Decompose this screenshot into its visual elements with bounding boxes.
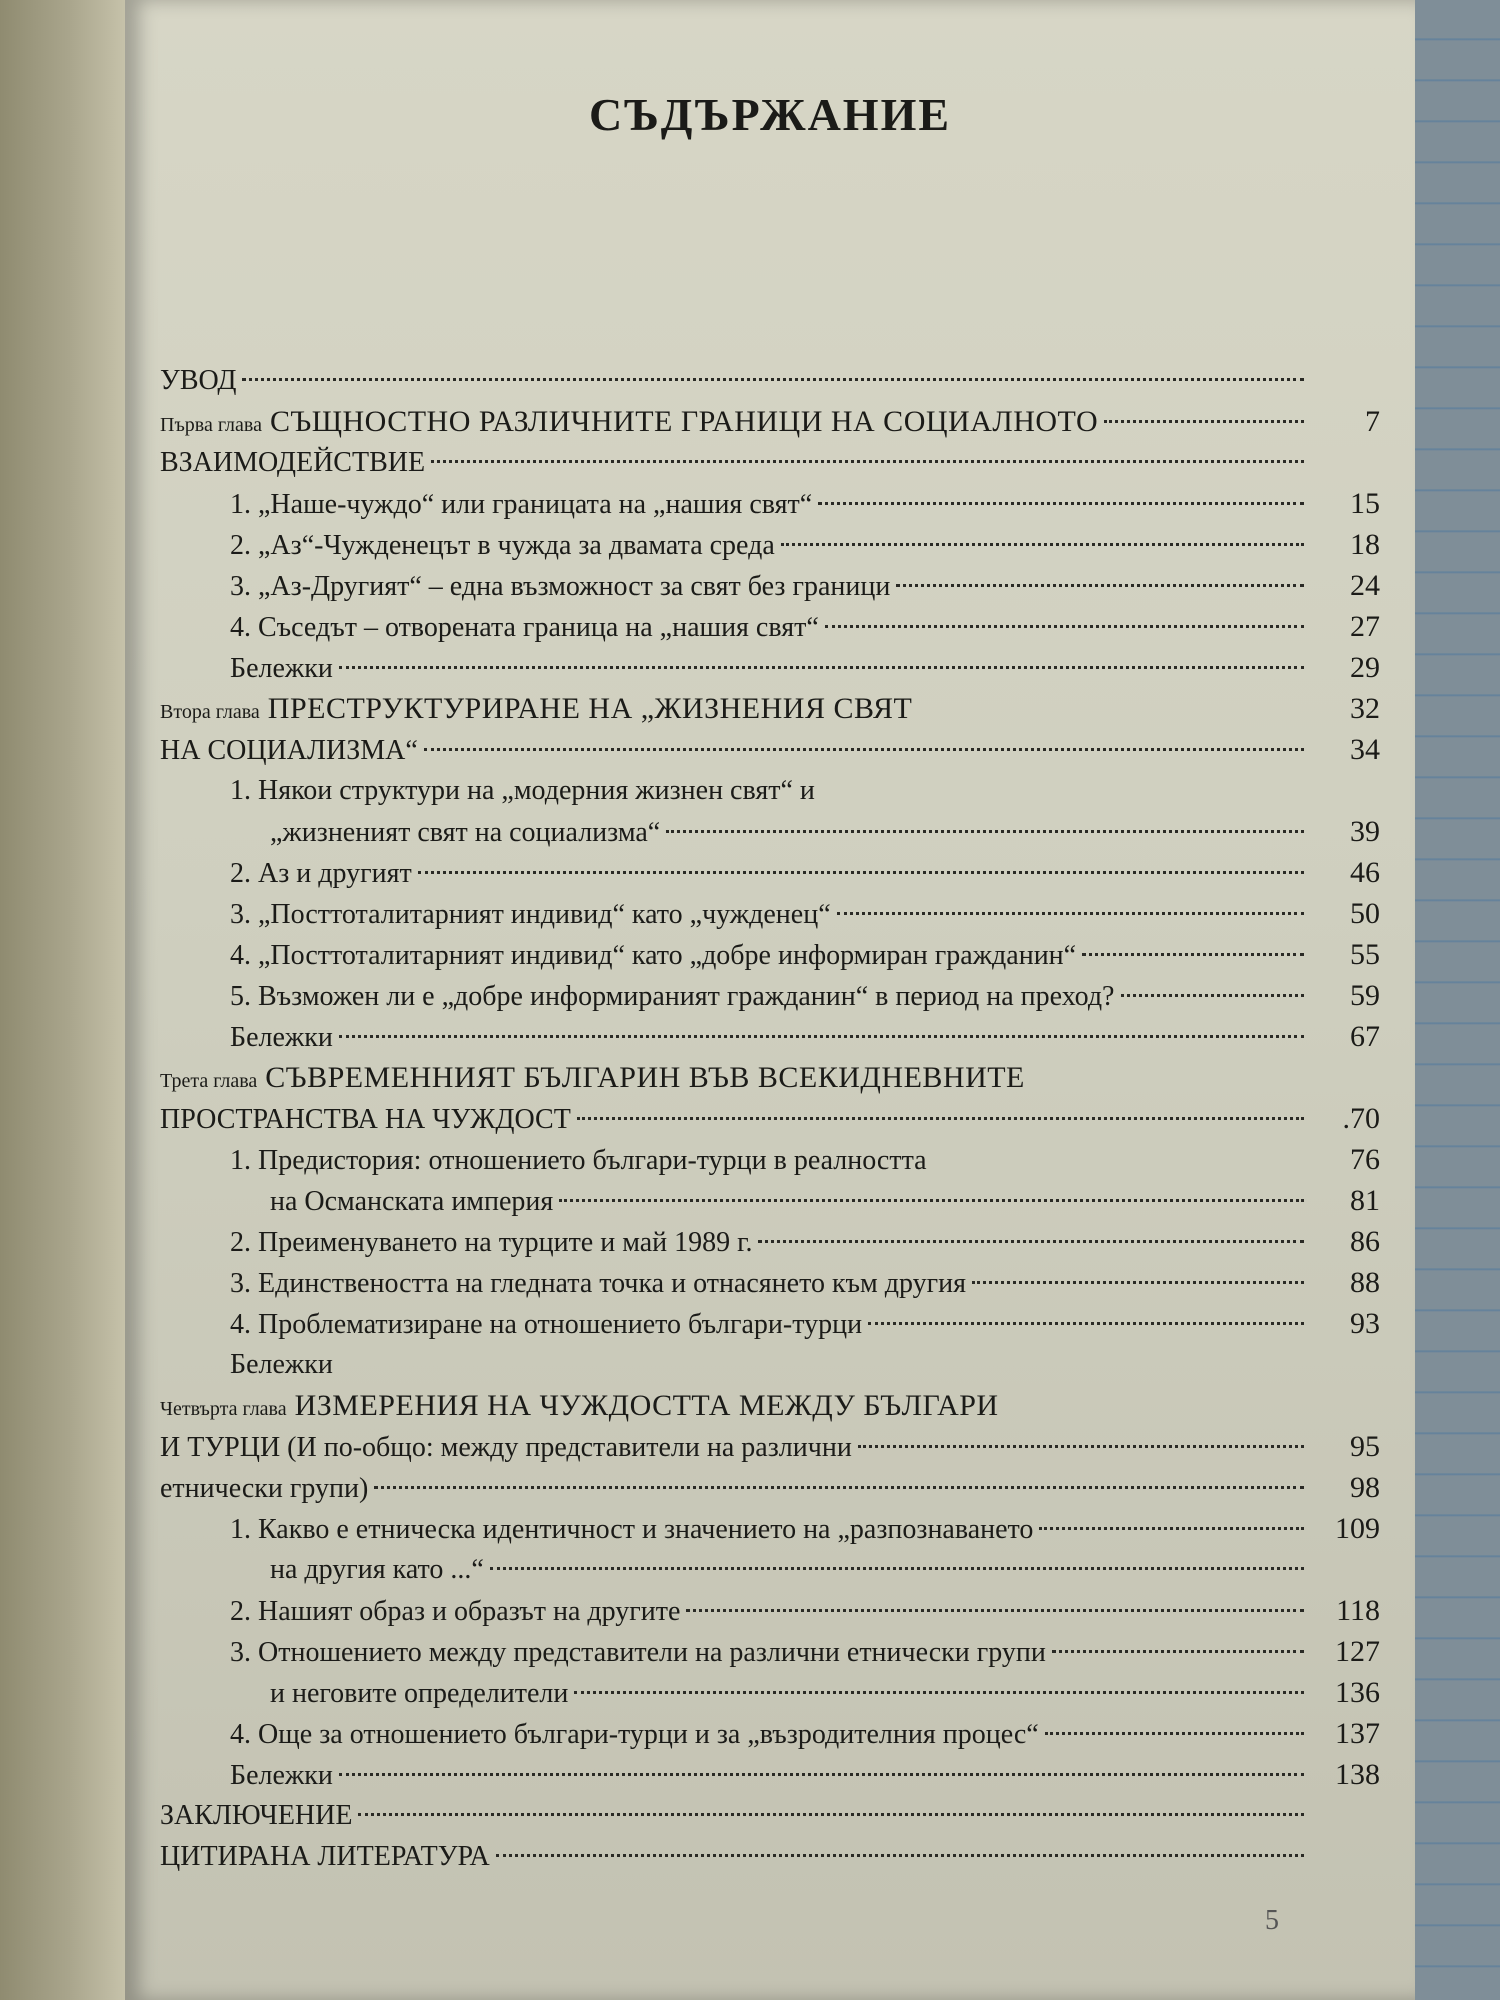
toc-page-number: 81 — [1350, 1184, 1380, 1217]
dot-leader — [418, 871, 1304, 874]
toc-chapter-row — [160, 688, 1380, 729]
dot-leader — [339, 1035, 1304, 1038]
toc-entry-text: НА СОЦИАЛИЗМА“ — [160, 735, 418, 766]
toc-entry-row — [160, 483, 1380, 524]
toc-page-number: 7 — [1365, 405, 1380, 438]
toc-entry-text: 5. Възможен ли е „добре информираният гражданин“ в период на преход? — [230, 981, 1115, 1012]
toc-entry-text: 4. Още за отношението българи-турци и за „възродителния процес“ — [230, 1719, 1039, 1750]
toc-page-number: .70 — [1342, 1102, 1380, 1135]
toc-page-number: 59 — [1350, 979, 1380, 1012]
toc-entry-row — [160, 647, 1380, 688]
dot-leader — [1045, 1732, 1304, 1735]
toc-entry-text: И ТУРЦИ (И по-общо: между представители на различни — [160, 1432, 852, 1463]
dot-leader — [1121, 994, 1305, 997]
toc-chapter-row — [160, 401, 1380, 442]
chapter-title: ИЗМЕРЕНИЯ НА ЧУЖДОСТТА МЕЖДУ БЪЛГАРИ — [294, 1389, 999, 1422]
toc-entry-text: 4. „Посттоталитарният индивид“ като „добре информиран гражданин“ — [230, 940, 1077, 971]
dot-leader — [1052, 1650, 1304, 1653]
toc-page-number: 46 — [1350, 856, 1380, 889]
toc-page-number: 15 — [1350, 487, 1380, 520]
toc-chapter-heading — [160, 401, 1098, 446]
toc-page-number: 39 — [1350, 815, 1380, 848]
toc-page-number: 86 — [1350, 1225, 1380, 1258]
book-page — [125, 0, 1415, 2000]
toc-entry-text: 3. Единствеността на гледната точка и отнасянето към другия — [230, 1268, 966, 1299]
toc-entry-row — [160, 1631, 1380, 1672]
toc-entry-row — [160, 1754, 1380, 1795]
toc-entry-text: „жизненият свят на социализма“ — [270, 817, 661, 848]
toc-page-number: 50 — [1350, 897, 1380, 930]
toc-entry-text: и неговите определители — [270, 1678, 569, 1709]
toc-entry-text: 4. Съседът – отворената граница на „нашия свят“ — [230, 612, 819, 643]
toc-page-number: 136 — [1335, 1676, 1380, 1709]
toc-page-number: 118 — [1336, 1594, 1380, 1627]
toc-page-number: 29 — [1350, 651, 1380, 684]
toc-entry-row — [160, 442, 1380, 483]
chapter-title: ПРЕСТРУКТУРИРАНЕ НА „ЖИЗНЕНИЯ СВЯТ — [267, 692, 913, 725]
toc-entry-text: на другия като ...“ — [270, 1554, 484, 1585]
toc-entry-row — [160, 1508, 1380, 1549]
toc-entry-row — [160, 770, 1380, 811]
toc-page-number: 67 — [1350, 1020, 1380, 1053]
toc-page-number: 32 — [1350, 692, 1380, 725]
toc-chapter-heading — [160, 688, 912, 733]
toc-entry-row — [160, 1795, 1380, 1836]
toc-page-number: 76 — [1350, 1143, 1380, 1176]
toc-entry-row — [160, 1303, 1380, 1344]
chapter-label: Четвърта глава — [160, 1398, 287, 1420]
dot-leader — [374, 1486, 1304, 1489]
toc-chapter-heading — [160, 1385, 999, 1430]
toc-entry-row — [160, 1139, 1380, 1180]
toc-page-number: 34 — [1350, 733, 1380, 766]
dot-leader — [358, 1813, 1304, 1816]
toc-entry-row — [160, 606, 1380, 647]
toc-entry-text: 2. Аз и другият — [230, 858, 412, 889]
toc-entry-text: 1. Предистория: отношението българи-турци в реалността — [230, 1145, 927, 1176]
toc-entry-row — [160, 1262, 1380, 1303]
toc-page-number: 109 — [1335, 1512, 1380, 1545]
chapter-label: Втора глава — [160, 701, 260, 723]
toc-entry-row — [160, 1467, 1380, 1508]
toc-entry-text: етнически групи) — [160, 1473, 369, 1504]
dot-leader — [972, 1281, 1304, 1284]
toc-entry-text: 3. Отношението между представители на различни етнически групи — [230, 1637, 1046, 1668]
dot-leader — [868, 1322, 1304, 1325]
toc-entry-row — [160, 852, 1380, 893]
toc-page-number: 27 — [1350, 610, 1380, 643]
toc-entry-row — [160, 1836, 1380, 1877]
toc-entry-row — [160, 1344, 1380, 1385]
toc-entry-row — [160, 360, 1380, 401]
toc-entry-row — [160, 1672, 1380, 1713]
toc-entry-text: Бележки — [230, 653, 333, 684]
toc-page-number: 93 — [1350, 1307, 1380, 1340]
toc-entry-text: 1. „Наше-чуждо“ или границата на „нашия свят“ — [230, 489, 813, 520]
toc-entry-row — [160, 1016, 1380, 1057]
book-gutter — [0, 0, 125, 2000]
dot-leader — [781, 543, 1304, 546]
toc-entry-row — [160, 893, 1380, 934]
dot-leader — [825, 625, 1304, 628]
chapter-title: СЪЩНОСТНО РАЗЛИЧНИТЕ ГРАНИЦИ НА СОЦИАЛНОТО — [269, 405, 1099, 438]
toc-chapter-heading — [160, 1057, 1025, 1102]
toc-entry-row — [160, 565, 1380, 606]
toc-page-number: 88 — [1350, 1266, 1380, 1299]
toc-entry-row — [160, 1713, 1380, 1754]
dot-leader — [490, 1567, 1304, 1570]
dot-leader — [577, 1117, 1304, 1120]
dot-leader — [858, 1445, 1304, 1448]
dot-leader — [1039, 1527, 1304, 1530]
toc-chapter-row — [160, 1057, 1380, 1098]
chapter-label: Първа глава — [160, 414, 262, 436]
toc-entry-row — [160, 524, 1380, 565]
dot-leader — [574, 1691, 1304, 1694]
dot-leader — [559, 1199, 1304, 1202]
toc-entry-row — [160, 1221, 1380, 1262]
toc-entry-row — [160, 1426, 1380, 1467]
toc-entry-text: Бележки — [230, 1760, 333, 1791]
dot-leader — [837, 912, 1304, 915]
toc-entry-row — [160, 975, 1380, 1016]
toc-entry-text: Бележки — [230, 1022, 333, 1053]
dot-leader — [339, 666, 1304, 669]
toc-entry-text: ПРОСТРАНСТВА НА ЧУЖДОСТ — [160, 1104, 571, 1135]
toc-entry-text: ЦИТИРАНА ЛИТЕРАТУРА — [160, 1841, 490, 1872]
toc-entry-text: 2. „Аз“-Чужденецът в чужда за двамата среда — [230, 530, 775, 561]
dot-leader — [666, 830, 1304, 833]
toc-page-number: 24 — [1350, 569, 1380, 602]
toc-entry-text: 3. „Аз-Другият“ – една възможност за свят без граници — [230, 571, 891, 602]
dot-leader — [1104, 420, 1304, 423]
toc-entry-row — [160, 811, 1380, 852]
toc-entry-row — [160, 934, 1380, 975]
toc-entry-text: 1. Какво е етническа идентичност и значението на „разпознаването — [230, 1514, 1034, 1545]
dot-leader — [242, 378, 1304, 381]
toc-page-number: 18 — [1350, 528, 1380, 561]
notebook-edge — [1415, 0, 1500, 2000]
dot-leader — [896, 584, 1304, 587]
toc-page-number: 98 — [1350, 1471, 1380, 1504]
chapter-title: СЪВРЕМЕННИЯТ БЪЛГАРИН ВЪВ ВСЕКИДНЕВНИТЕ — [265, 1061, 1025, 1094]
toc-page-number: 138 — [1335, 1758, 1380, 1791]
toc-entry-text: УВОД — [160, 365, 237, 396]
toc-entry-text: 2. Нашият образ и образът на другите — [230, 1596, 681, 1627]
dot-leader — [496, 1854, 1304, 1857]
toc-entry-row — [160, 729, 1380, 770]
toc-entry-text: ВЗАИМОДЕЙСТВИЕ — [160, 447, 426, 478]
dot-leader — [1082, 953, 1304, 956]
dot-leader — [686, 1609, 1304, 1612]
toc-entry-text: на Османската империя — [270, 1186, 554, 1217]
toc-page-number: 55 — [1350, 938, 1380, 971]
toc-entry-row — [160, 1180, 1380, 1221]
toc-entry-text: 1. Някои структури на „модерния жизнен свят“ и — [230, 775, 815, 806]
dot-leader — [758, 1240, 1304, 1243]
toc-page-number: 127 — [1335, 1635, 1380, 1668]
toc-entry-row — [160, 1590, 1380, 1631]
toc-entry-text: 3. „Посттоталитарният индивид“ като „чужденец“ — [230, 899, 831, 930]
chapter-label: Трета глава — [160, 1070, 258, 1092]
toc-entry-text: ЗАКЛЮЧЕНИЕ — [160, 1800, 353, 1831]
page-title: СЪДЪРЖАНИЕ — [588, 89, 952, 140]
toc-entry-row — [160, 1098, 1380, 1139]
dot-leader — [339, 1773, 1304, 1776]
toc-entry-text: 2. Преименуването на турците и май 1989 г. — [230, 1227, 753, 1258]
dot-leader — [431, 460, 1304, 463]
toc-page-number: 137 — [1335, 1717, 1380, 1750]
toc-entry-text: Бележки — [230, 1349, 333, 1380]
toc-page-number: 95 — [1350, 1430, 1380, 1463]
toc-entry-row — [160, 1549, 1380, 1590]
dot-leader — [424, 748, 1304, 751]
toc-entry-text: 4. Проблематизиране на отношението българи-турци — [230, 1309, 863, 1340]
toc-chapter-row — [160, 1385, 1380, 1426]
page-number: 5 — [1265, 1905, 1279, 1936]
table-of-contents — [160, 360, 1380, 1877]
dot-leader — [818, 502, 1304, 505]
